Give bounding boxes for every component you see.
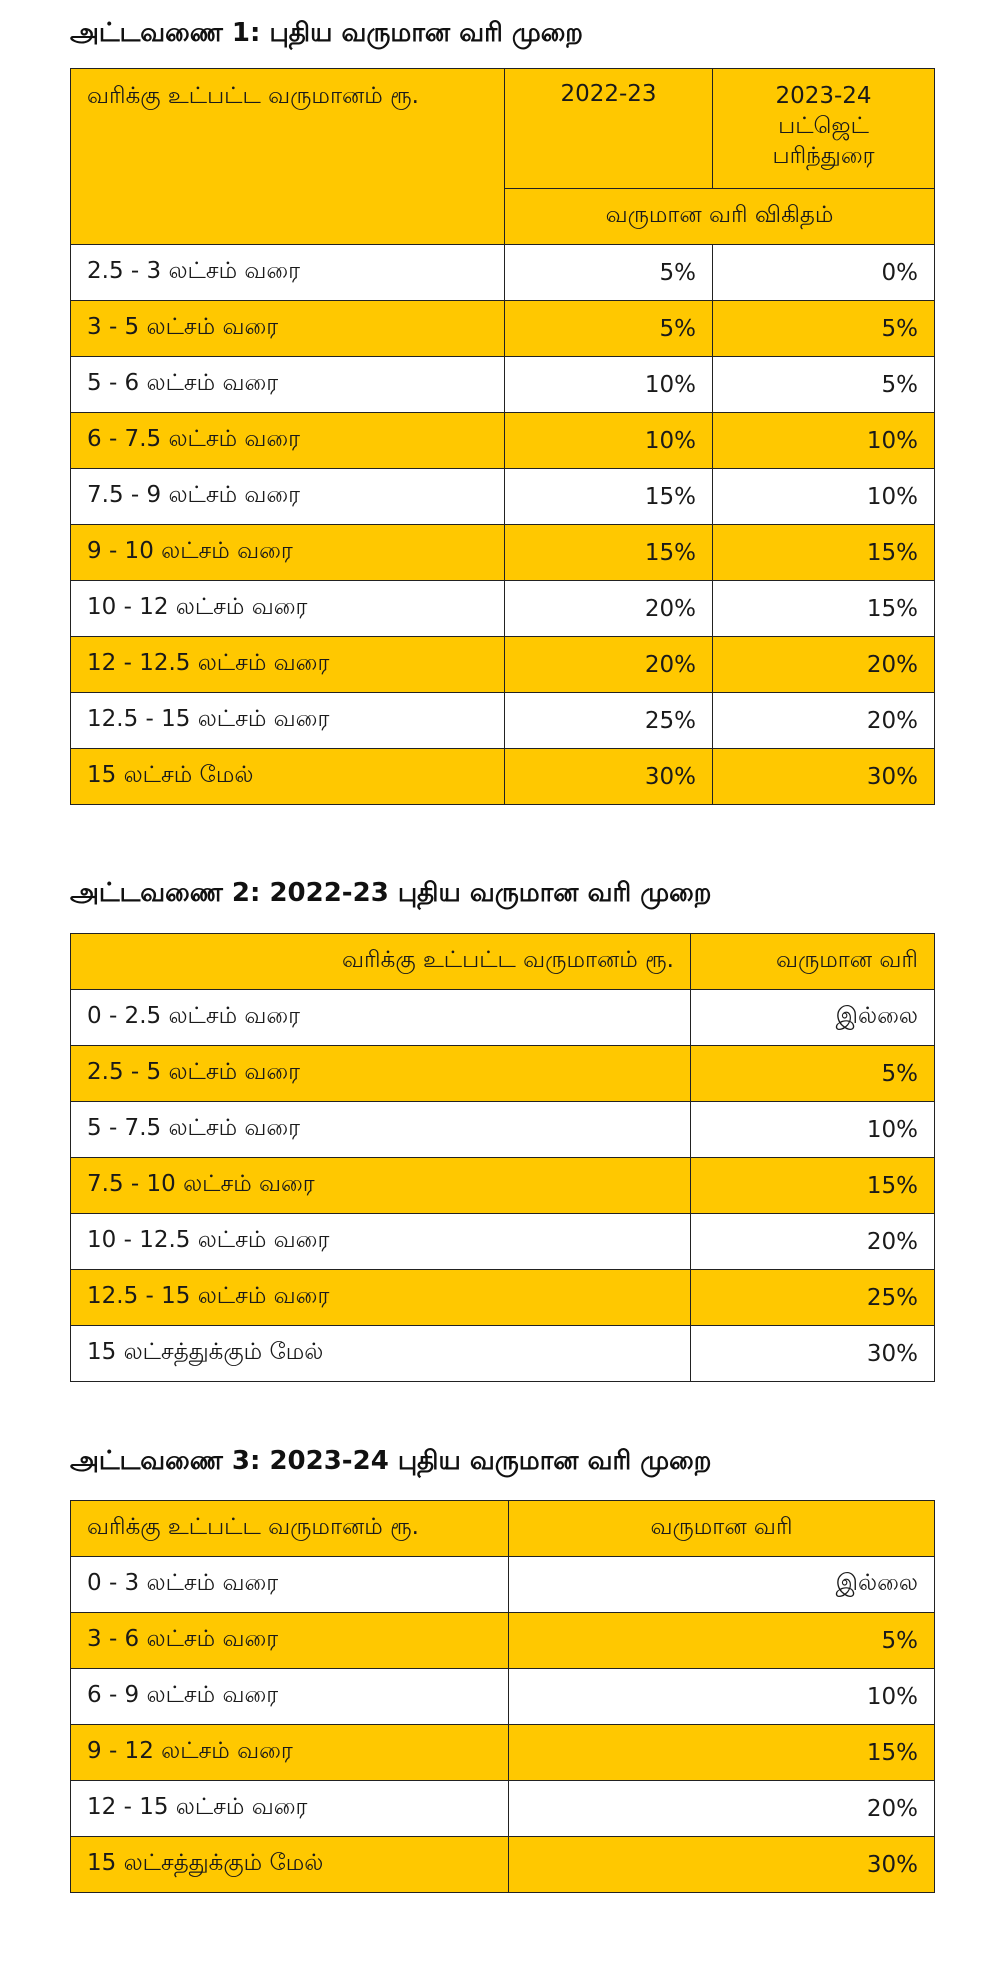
table3-row [71, 1837, 935, 1893]
table3-cell-range: 3 - 6 லட்சம் வரை [71, 1613, 509, 1669]
table2-cell-tax: 30% [691, 1326, 935, 1382]
table1-cell-rate-2022: 5% [505, 245, 713, 301]
table1-cell-rate-2023: 30% [713, 749, 935, 805]
table3-header-income: வரிக்கு உட்பட்ட வருமானம் ரூ. [71, 1501, 509, 1557]
table1-cell-rate-2022: 10% [505, 413, 713, 469]
table1-cell-rate-2022: 15% [505, 469, 713, 525]
table1-row [71, 301, 935, 357]
table2-cell-tax: 20% [691, 1214, 935, 1270]
table1-header-rate: வருமான வரி விகிதம் [505, 189, 935, 245]
table3-income-tax-2023 [70, 1500, 935, 1893]
table2-row [71, 1270, 935, 1326]
table1-cell-rate-2023: 15% [713, 581, 935, 637]
table3-cell-range: 9 - 12 லட்சம் வரை [71, 1725, 509, 1781]
table1-cell-rate-2023: 20% [713, 693, 935, 749]
table2-cell-range: 5 - 7.5 லட்சம் வரை [71, 1102, 691, 1158]
table3-row [71, 1725, 935, 1781]
table2-title: அட்டவணை 2: 2022-23 புதிய வருமான வரி முறை [70, 878, 712, 908]
table2-cell-range: 12.5 - 15 லட்சம் வரை [71, 1270, 691, 1326]
table3-header-row [71, 1501, 935, 1557]
table1-row [71, 469, 935, 525]
table1-cell-rate-2023: 20% [713, 637, 935, 693]
table1-cell-rate-2022: 30% [505, 749, 713, 805]
table1-cell-rate-2022: 20% [505, 637, 713, 693]
table1-cell-range: 12.5 - 15 லட்சம் வரை [71, 693, 505, 749]
table2-header-income: வரிக்கு உட்பட்ட வருமானம் ரூ. [71, 934, 691, 990]
table1-row [71, 525, 935, 581]
table1-cell-rate-2022: 25% [505, 693, 713, 749]
table2-cell-range: 0 - 2.5 லட்சம் வரை [71, 990, 691, 1046]
table2-row [71, 1158, 935, 1214]
table1-row [71, 637, 935, 693]
table3-header-tax: வருமான வரி [509, 1501, 935, 1557]
table2-cell-range: 15 லட்சத்துக்கும் மேல் [71, 1326, 691, 1382]
table1-cell-range: 9 - 10 லட்சம் வரை [71, 525, 505, 581]
table1-row [71, 357, 935, 413]
table2-cell-tax: இல்லை [691, 990, 935, 1046]
table3-cell-tax: 20% [509, 1781, 935, 1837]
table1-row [71, 245, 935, 301]
table3-row [71, 1613, 935, 1669]
table1-title: அட்டவணை 1: புதிய வருமான வரி முறை [70, 18, 584, 48]
table3-title: அட்டவணை 3: 2023-24 புதிய வருமான வரி முறை [70, 1446, 712, 1476]
table3-cell-tax: 15% [509, 1725, 935, 1781]
table1-income-tax-comparison [70, 68, 935, 805]
table1-cell-range: 3 - 5 லட்சம் வரை [71, 301, 505, 357]
table1-cell-range: 10 - 12 லட்சம் வரை [71, 581, 505, 637]
table3-body [71, 1501, 935, 1893]
table1-cell-range: 2.5 - 3 லட்சம் வரை [71, 245, 505, 301]
table2-header-row [71, 934, 935, 990]
table1-cell-rate-2023: 10% [713, 469, 935, 525]
table2-cell-tax: 5% [691, 1046, 935, 1102]
table3-row [71, 1557, 935, 1613]
table1-cell-range: 7.5 - 9 லட்சம் வரை [71, 469, 505, 525]
table3-cell-range: 6 - 9 லட்சம் வரை [71, 1669, 509, 1725]
table3-cell-tax: 10% [509, 1669, 935, 1725]
table2-row [71, 990, 935, 1046]
table2-cell-range: 10 - 12.5 லட்சம் வரை [71, 1214, 691, 1270]
table1-cell-range: 12 - 12.5 லட்சம் வரை [71, 637, 505, 693]
table1-cell-rate-2022: 5% [505, 301, 713, 357]
table1-cell-rate-2022: 10% [505, 357, 713, 413]
table2-header-tax: வருமான வரி [691, 934, 935, 990]
table2-cell-range: 2.5 - 5 லட்சம் வரை [71, 1046, 691, 1102]
table1-cell-rate-2023: 0% [713, 245, 935, 301]
table1-cell-rate-2023: 15% [713, 525, 935, 581]
table1-cell-range: 15 லட்சம் மேல் [71, 749, 505, 805]
table1-cell-range: 6 - 7.5 லட்சம் வரை [71, 413, 505, 469]
table3-row [71, 1781, 935, 1837]
table1-header-2023-line3: பரிந்துரை [772, 143, 875, 169]
table1-cell-rate-2022: 20% [505, 581, 713, 637]
table3-cell-range: 0 - 3 லட்சம் வரை [71, 1557, 509, 1613]
table1-cell-rate-2023: 10% [713, 413, 935, 469]
table2-cell-tax: 25% [691, 1270, 935, 1326]
table2-cell-range: 7.5 - 10 லட்சம் வரை [71, 1158, 691, 1214]
table1-cell-rate-2023: 5% [713, 301, 935, 357]
table1-header-income: வரிக்கு உட்பட்ட வருமானம் ரூ. [71, 69, 505, 245]
table1-header-2023-line1: 2023-24 [775, 83, 872, 109]
table1-row [71, 749, 935, 805]
table2-row [71, 1326, 935, 1382]
table2-income-tax-2022 [70, 933, 935, 1382]
table2-body [71, 934, 935, 1382]
table1-header-2023 [713, 69, 935, 189]
table2-row [71, 1046, 935, 1102]
table2-cell-tax: 15% [691, 1158, 935, 1214]
table3-row [71, 1669, 935, 1725]
table2-cell-tax: 10% [691, 1102, 935, 1158]
table1-cell-rate-2023: 5% [713, 357, 935, 413]
table1-row [71, 693, 935, 749]
table3-cell-range: 15 லட்சத்துக்கும் மேல் [71, 1837, 509, 1893]
table3-cell-tax: 30% [509, 1837, 935, 1893]
table1-header-2023-line2: பட்ஜெட் [778, 113, 869, 139]
table3-cell-tax: 5% [509, 1613, 935, 1669]
table1-row [71, 413, 935, 469]
table3-cell-range: 12 - 15 லட்சம் வரை [71, 1781, 509, 1837]
table1-header-row [71, 69, 935, 189]
table3-cell-tax: இல்லை [509, 1557, 935, 1613]
table1-row [71, 581, 935, 637]
table1-cell-range: 5 - 6 லட்சம் வரை [71, 357, 505, 413]
table1-cell-rate-2022: 15% [505, 525, 713, 581]
table2-row [71, 1102, 935, 1158]
table2-row [71, 1214, 935, 1270]
table1-header-2022: 2022-23 [505, 69, 713, 189]
table1-body [71, 69, 935, 805]
